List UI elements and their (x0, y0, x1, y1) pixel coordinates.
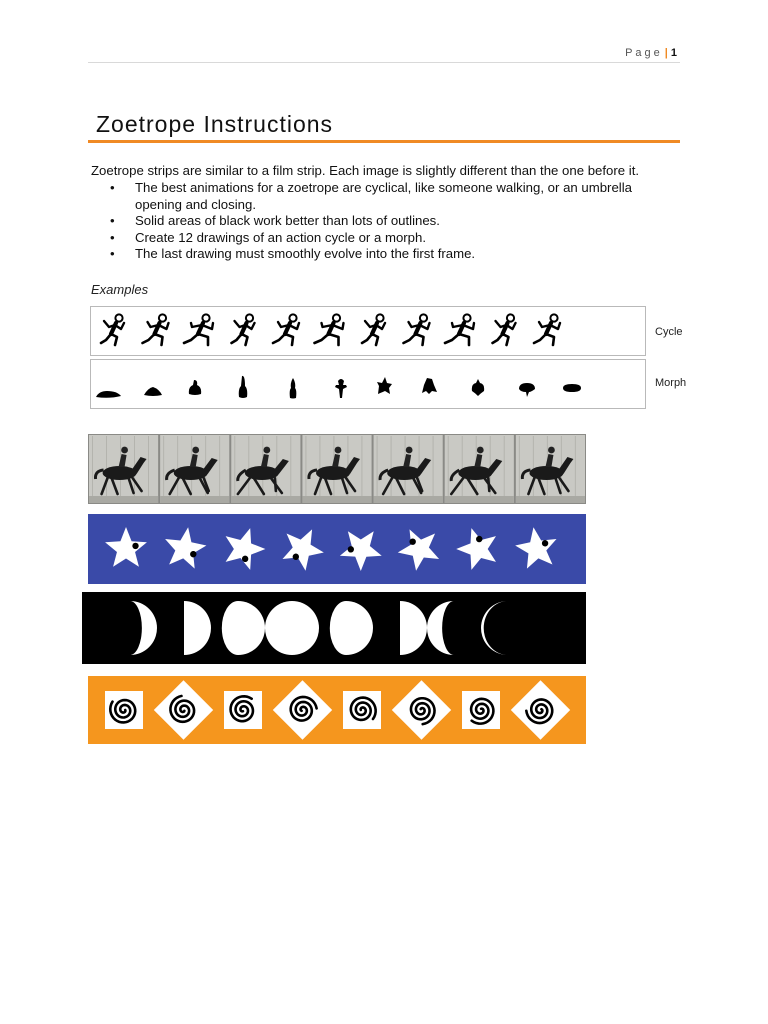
blob-silhouette-icon (563, 384, 581, 392)
galloping-horse-icon (160, 435, 229, 503)
blob-silhouette-icon (96, 391, 121, 398)
instruction-list (91, 180, 681, 263)
spiral-strip-graphic (88, 676, 586, 744)
cycle-label: Cycle (655, 326, 683, 338)
page-number-label (625, 47, 677, 59)
spiral-strip (88, 676, 586, 744)
list-item: • The last drawing must smoothly evolve into the first frame. (91, 246, 681, 263)
running-figure-icon (184, 314, 213, 345)
list-item: • The best animations for a zoetrope are cyclical, like someone walking, or an umbrella opening and closing. (91, 180, 681, 213)
galloping-horse-icon (445, 435, 514, 503)
running-figure-icon (445, 314, 474, 345)
running-figure-icon (404, 314, 430, 345)
running-figure-icon (101, 314, 124, 345)
moon-phase-icon (265, 601, 319, 655)
spiral-icon (343, 691, 381, 729)
running-figure-icon (534, 314, 560, 345)
page-word: Page (625, 47, 663, 59)
galloping-horse-icon (89, 435, 158, 503)
morph-label: Morph (655, 377, 687, 389)
spiral-icon (224, 691, 262, 729)
blob-silhouette-icon (189, 380, 201, 395)
moon-strip (82, 592, 586, 664)
morph-strip (90, 359, 646, 409)
blob-silhouette-icon (519, 383, 535, 397)
running-figure-icon (273, 314, 299, 345)
blob-silhouette-icon (422, 378, 437, 394)
galloping-horse-icon (516, 435, 585, 503)
page-number: 1 (670, 47, 677, 59)
blob-silhouette-icon (144, 387, 162, 396)
star-strip-graphic (88, 514, 586, 584)
page-separator: | (664, 47, 668, 59)
star-strip (88, 514, 586, 584)
galloping-horse-icon (374, 435, 443, 503)
morph-strip-graphic (91, 360, 645, 408)
title-underline (88, 140, 680, 143)
moon-strip-graphic (82, 592, 586, 664)
examples-heading: Examples (91, 282, 149, 297)
running-figure-icon (362, 314, 385, 345)
running-figure-icon (493, 314, 516, 345)
blob-silhouette-icon (472, 379, 484, 396)
galloping-horse-icon (231, 435, 300, 503)
horse-strip (88, 434, 586, 504)
list-item: • Create 12 drawings of an action cycle or a morph. (91, 230, 681, 247)
galloping-horse-icon (302, 435, 371, 503)
cycle-strip (90, 306, 646, 356)
blob-silhouette-icon (335, 379, 347, 398)
spiral-icon (105, 691, 143, 729)
cycle-strip-graphic (91, 307, 645, 355)
document-title: Zoetrope Instructions (96, 111, 334, 137)
running-figure-icon (232, 314, 255, 345)
intro-paragraph: Zoetrope strips are similar to a film strip. Each image is slightly different than the one before it. (91, 163, 640, 178)
blob-silhouette-icon (290, 378, 297, 399)
running-figure-icon (315, 314, 344, 345)
horse-strip-graphic (88, 434, 586, 504)
blob-silhouette-icon (377, 377, 392, 394)
spiral-icon (462, 691, 500, 729)
header-divider (88, 62, 680, 63)
list-item: • Solid areas of black work better than lots of outlines. (91, 213, 681, 230)
blob-silhouette-icon (239, 376, 248, 398)
running-figure-icon (143, 314, 169, 345)
